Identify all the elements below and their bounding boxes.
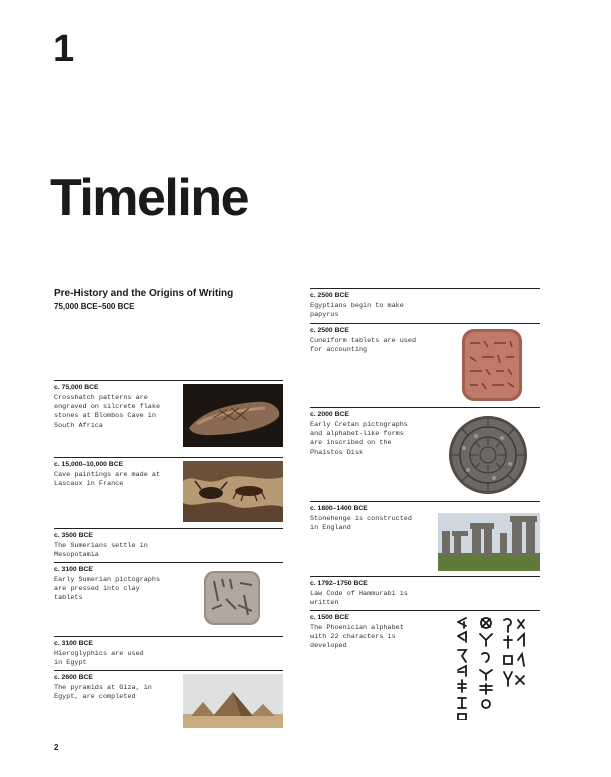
timeline-entry [310, 576, 540, 609]
blombos-stone-image [183, 384, 283, 447]
page-number: 2 [54, 743, 59, 752]
section-title: Pre-History and the Origins of Writing [54, 288, 234, 299]
stonehenge-image [438, 513, 540, 571]
timeline-entry [310, 288, 540, 323]
entry-text: Early Sumerian pictographs are pressed into clay tablets [54, 576, 161, 603]
entry-date: c. 3100 BCE [54, 640, 93, 647]
entry-date: c. 2500 BCE [310, 292, 349, 299]
entry-date: c. 15,000–10,000 BCE [54, 461, 124, 468]
entry-text: Crosshatch patterns are engraved on silcrete flake stones at Blombos Cave in South Africa [54, 394, 161, 430]
chapter-number: 1 [53, 28, 75, 70]
entry-text: The Phoenician alphabet with 22 characters is developed [310, 624, 404, 651]
lascaux-cave-painting-image [183, 461, 283, 522]
entry-date: c. 1500 BCE [310, 614, 349, 621]
entry-date: c. 3500 BCE [54, 532, 93, 539]
entry-text: Early Cretan pictographs and alphabet-like forms are inscribed on the Phaistos Disk [310, 421, 408, 457]
timeline-entry [54, 636, 283, 669]
entry-text: The pyramids at Giza, in Egypt, are completed [54, 684, 152, 702]
phoenician-alphabet-image [452, 614, 526, 720]
sumerian-clay-tablet-image [200, 565, 264, 629]
entry-text: Stonehenge is constructed in England [310, 515, 412, 533]
entry-text: Cave paintings are made at Lascaux in France [54, 471, 161, 489]
entry-text: Cuneiform tablets are used for accounting [310, 337, 417, 355]
entry-text: Hieroglyphics are used in Egypt [54, 650, 144, 668]
entry-date: c. 2500 BCE [310, 327, 349, 334]
entry-text: Egyptians begin to make papyrus [310, 302, 404, 320]
entry-text: The Sumerians settle in Mesopotamia [54, 542, 148, 560]
entry-date: c. 75,000 BCE [54, 384, 99, 391]
giza-pyramids-image [183, 674, 283, 728]
entry-date: c. 1792–1750 BCE [310, 580, 368, 587]
phaistos-disk-image [446, 414, 530, 496]
entry-date: c. 2600 BCE [54, 674, 93, 681]
entry-date: c. 1800–1400 BCE [310, 505, 368, 512]
cuneiform-tablet-image [460, 327, 524, 403]
entry-date: c. 2000 BCE [310, 411, 349, 418]
timeline-entry [54, 528, 283, 561]
page-title: Timeline [50, 169, 249, 227]
entry-date: c. 3100 BCE [54, 566, 93, 573]
entry-text: Law Code of Hammurabi is written [310, 590, 408, 608]
section-date-range: 75,000 BCE–500 BCE [54, 302, 135, 311]
